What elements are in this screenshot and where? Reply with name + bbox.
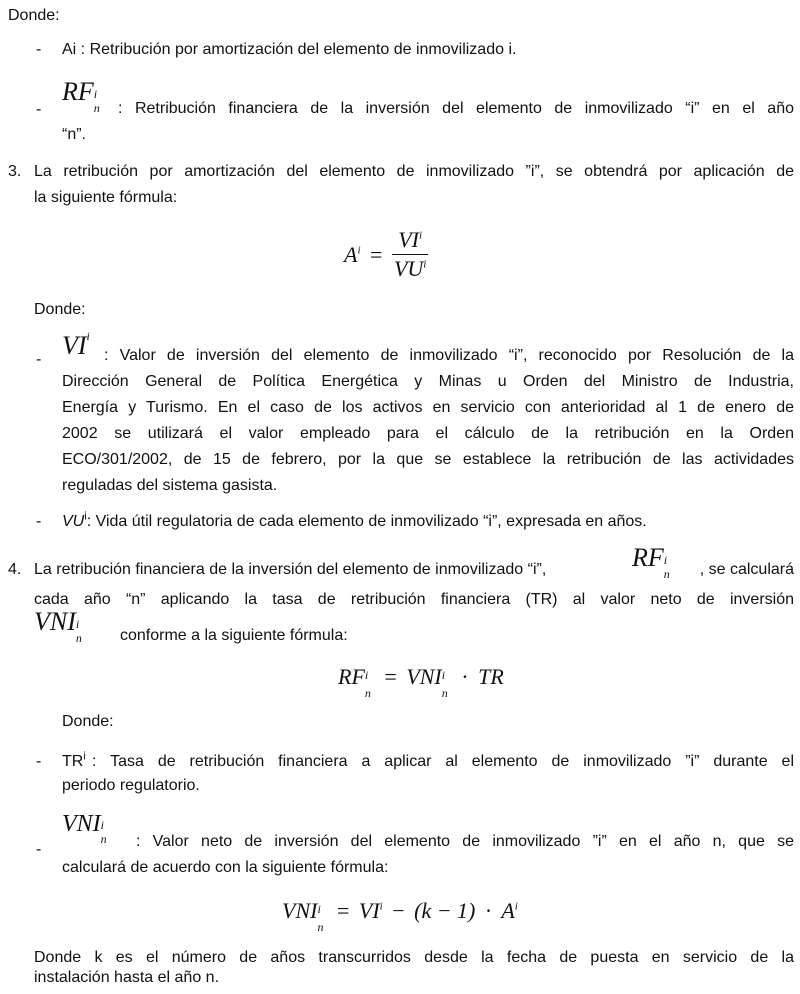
vu-definition xyxy=(62,512,647,532)
vi-symbol-main: VI xyxy=(62,331,87,360)
vi-line2: Dirección General de Política Energética y Minas u Orden del Ministro de Industria, xyxy=(62,373,794,390)
list-dash: - xyxy=(36,351,42,368)
tr-line2: periodo regulatorio. xyxy=(62,777,200,794)
formula1-fraction xyxy=(392,226,428,283)
item4-vni-sub: n xyxy=(75,631,82,645)
list-dash: - xyxy=(36,513,42,530)
formula-valor-neto xyxy=(282,898,518,934)
donde-2: Donde: xyxy=(34,301,86,318)
rf-sup: i xyxy=(93,87,98,101)
formula2-rhs1: VNI xyxy=(406,664,442,689)
item4-rf-main: RF xyxy=(632,543,664,572)
list-dash: - xyxy=(36,41,42,58)
formula-amortizacion xyxy=(344,226,428,283)
vni-symbol-main: VNI xyxy=(62,811,101,837)
list-dash: - xyxy=(36,841,42,858)
formula2-rhs2: TR xyxy=(478,664,504,689)
formula2-lhs-sub: n xyxy=(364,686,371,700)
formula3-vi: VI xyxy=(358,898,380,923)
item3-number: 3. xyxy=(8,163,22,180)
rf-definition-line1: : Retribución financiera de la inversión del elemento de inmovilizado “i” en el año xyxy=(118,100,794,117)
intro-donde: Donde: xyxy=(8,7,60,24)
formula-retribucion-financiera xyxy=(338,664,504,700)
formula3-lhs-sub: n xyxy=(317,920,324,934)
formula2-rhs1-sup: i xyxy=(441,668,446,682)
tr-line1-text: : Tasa de retribución financiera a aplicar al elemento de inmovilizado ”i” durante el xyxy=(92,753,794,770)
rf-definition-line2: “n”. xyxy=(62,126,86,143)
formula3-eq: = xyxy=(336,898,350,923)
vi-line5: ECO/301/2002, de 15 de febrero, por la que se establece la retribución de las actividades xyxy=(62,451,794,468)
formula3-lhs-sup: i xyxy=(317,902,321,916)
vi-line4: 2002 se utilizará el valor empleado para el cálculo de la retribución en la Orden xyxy=(62,425,794,442)
vni-line2: calculará de acuerdo con la siguiente fórmula: xyxy=(62,859,389,876)
tr-line1 xyxy=(62,752,794,772)
formula3-vi-sup: i xyxy=(379,900,383,913)
vni-sub: n xyxy=(100,832,107,846)
rf-sub: n xyxy=(93,101,100,115)
item4-number: 4. xyxy=(8,561,22,578)
item4-line1-b: , se calculará xyxy=(699,561,794,578)
vu-text: : Vida útil regulatoria de cada elemento de inmovilizado “i”, expresada en años. xyxy=(86,513,647,530)
formula1-lhs: A xyxy=(344,241,358,267)
item4-line1 xyxy=(34,543,794,582)
item4-line1-a: La retribución financiera de la inversión del elemento de inmovilizado “i”, xyxy=(34,561,547,578)
vi-line1: : Valor de inversión del elemento de inmovilizado “i”, reconocido por Resolución de la xyxy=(104,347,794,364)
closing-line2: instalación hasta el año n. xyxy=(34,969,220,986)
vni-sup: i xyxy=(100,818,105,832)
formula2-eq: = xyxy=(384,664,397,689)
formula3-a-sup: i xyxy=(514,900,518,913)
formula1-den: VU xyxy=(393,256,424,281)
list-dash: - xyxy=(36,101,42,118)
item3-line2: la siguiente fórmula: xyxy=(34,189,178,206)
item4-line2: cada año “n” aplicando la tasa de retribución financiera (TR) al valor neto de inversión xyxy=(34,591,794,608)
rf-symbol-main: RF xyxy=(62,77,94,106)
formula2-lhs-sup: i xyxy=(364,668,369,682)
item4-line3-text: conforme a la siguiente fórmula: xyxy=(120,627,348,644)
item4-rf-symbol xyxy=(632,543,674,581)
ai-definition: Ai : Retribución por amortización del elemento de inmovilizado i. xyxy=(62,41,517,58)
item4-rf-sub: n xyxy=(663,567,670,581)
formula1-den-sup: i xyxy=(423,258,427,271)
formula3-paren: (k − 1) xyxy=(414,898,476,923)
formula3-a: A xyxy=(501,898,515,923)
vi-symbol xyxy=(62,329,90,368)
formula1-eq: = xyxy=(370,241,383,267)
formula1-lhs-sup: i xyxy=(357,244,361,257)
vi-line6: reguladas del sistema gasista. xyxy=(62,477,278,494)
vu-symbol-sup: i xyxy=(84,510,87,523)
closing-line1: Donde k es el número de años transcurridos desde la fecha de puesta en servicio de la xyxy=(34,949,794,966)
formula3-lhs: VNI xyxy=(282,898,318,923)
item4-rf-sup: i xyxy=(663,553,668,567)
item4-vni-sup: i xyxy=(75,617,80,631)
vi-line3: Energía y Turismo. En el caso de los activos en servicio con anterioridad al 1 de enero de xyxy=(62,399,794,416)
formula1-num: VI xyxy=(398,227,419,252)
tr-symbol-sup: i xyxy=(83,750,86,763)
formula2-dot: · xyxy=(461,664,469,689)
formula2-rhs1-sub: n xyxy=(441,686,448,700)
item3-line1: La retribución por amortización del elemento de inmovilizado ”i”, se obtendrá por aplicación de xyxy=(34,163,794,180)
vni-line1: : Valor neto de inversión del elemento de inmovilizado ”i” en el año n, que se xyxy=(136,833,794,850)
vu-symbol: VU xyxy=(62,513,85,530)
formula2-lhs: RF xyxy=(338,664,365,689)
item4-vni-symbol xyxy=(34,607,86,645)
vni-symbol xyxy=(62,811,111,846)
vi-symbol-sup: i xyxy=(86,329,90,343)
formula1-num-sup: i xyxy=(418,229,423,242)
donde-3: Donde: xyxy=(62,713,114,730)
formula3-minus: − xyxy=(392,898,405,923)
rf-symbol xyxy=(62,77,104,115)
item4-vni-main: VNI xyxy=(34,607,76,636)
list-dash: - xyxy=(36,753,42,770)
tr-symbol: TR xyxy=(62,753,84,770)
formula3-dot: · xyxy=(484,898,493,923)
